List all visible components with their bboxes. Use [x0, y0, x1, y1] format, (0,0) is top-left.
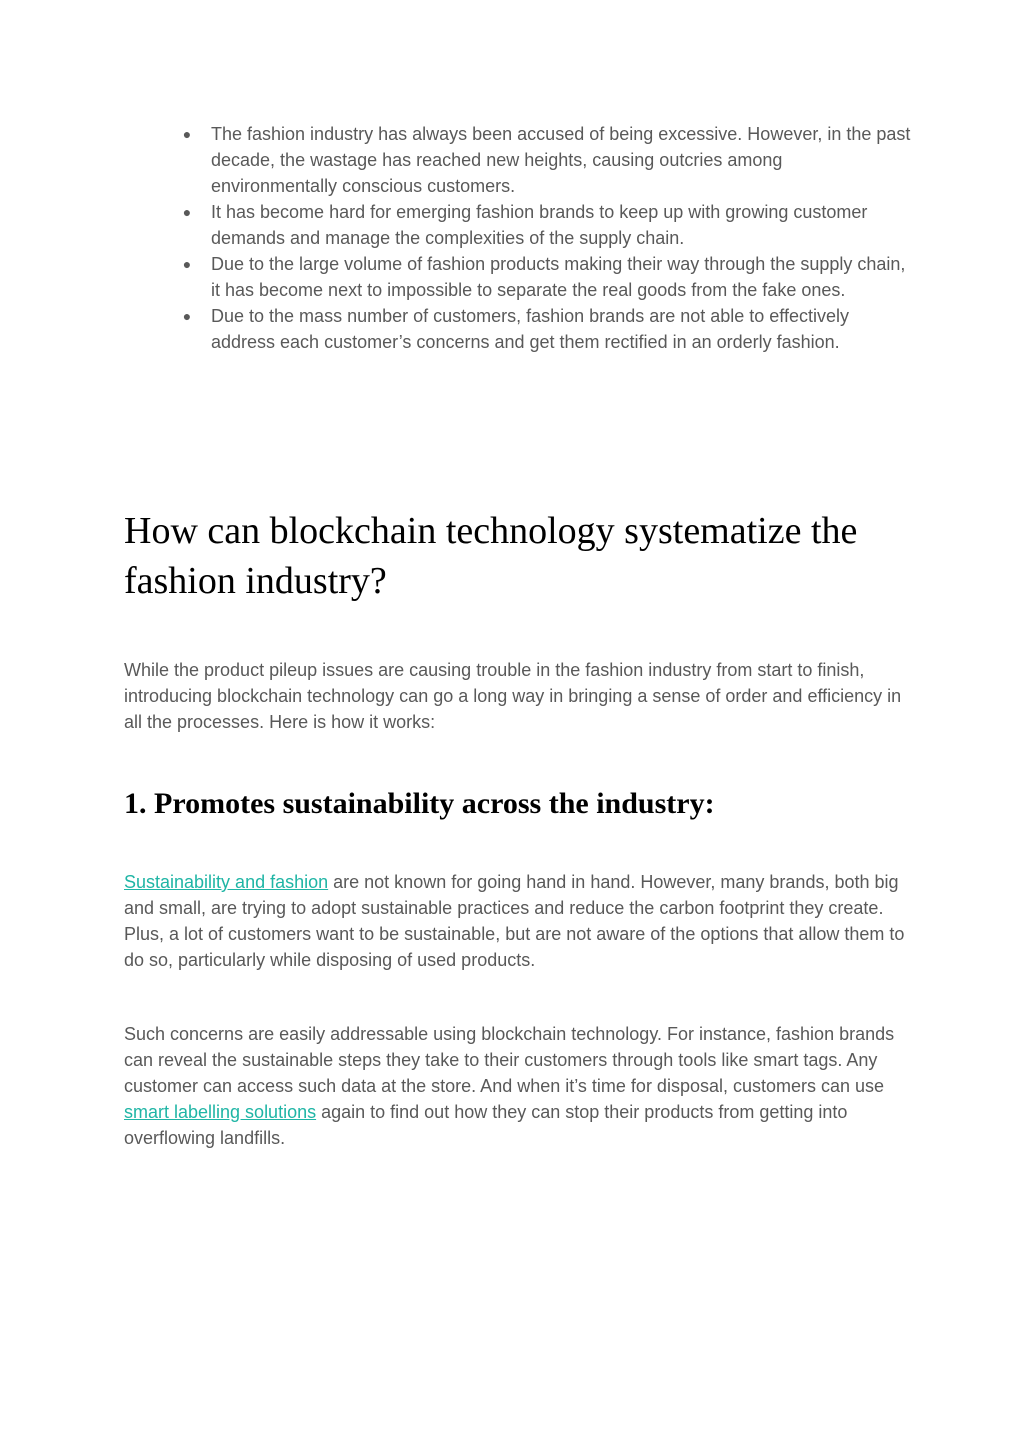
bullet-dot-icon: ● [182, 204, 192, 220]
bullet-text: It has become hard for emerging fashion brands to keep up with growing customer demands and manage the complexities of the supply chain. [211, 202, 868, 248]
bullet-text: Due to the large volume of fashion products making their way through the supply chain, it has become next to impossible to separate the real goods from the fake ones. [211, 254, 906, 300]
bullet-item [181, 303, 911, 355]
bullet-dot-icon: ● [182, 308, 192, 324]
bullet-dot-icon: ● [182, 256, 192, 272]
bullet-text: Due to the mass number of customers, fashion brands are not able to effectively address each customer’s concerns and get them rectified in an orderly fashion. [211, 306, 850, 352]
paragraph-text: Such concerns are easily addressable using blockchain technology. For instance, fashion brands can reveal the sustainable steps they take to their customers through tools like smart tags. Any customer can access such data at the store. And when it’s time for disposal, customers can use [124, 1024, 895, 1096]
issues-bullet-list [181, 121, 911, 355]
bullet-item [181, 121, 911, 199]
smart-labelling-link[interactable]: smart labelling solutions [124, 1102, 317, 1122]
paragraph-text: again to find out how they can stop their products from getting into overflowing landfills. [124, 1102, 848, 1148]
blockchain-paragraph [124, 1021, 914, 1151]
bullet-text: The fashion industry has always been accused of being excessive. However, in the past decade, the wastage has reached new heights, causing outcries among environmentally conscious customers. [211, 124, 911, 196]
intro-paragraph: While the product pileup issues are causing trouble in the fashion industry from start to finish, introducing blockchain technology can go a long way in bringing a sense of order and efficiency in all the processes. Here is how it works: [124, 660, 902, 732]
paragraph-text: are not known for going hand in hand. However, many brands, both big and small, are trying to adopt sustainable practices and reduce the carbon footprint they create. Plus, a lot of customers want to be sustainable, but are not aware of the options that allow them to do so, particularly while disposing of used products. [124, 872, 905, 970]
bullet-item [181, 251, 911, 303]
sustainability-paragraph [124, 869, 914, 973]
bullet-item [181, 199, 911, 251]
sustainability-fashion-link[interactable]: Sustainability and fashion [124, 872, 329, 892]
section-heading: How can blockchain technology systematize the fashion industry? [124, 510, 858, 602]
subsection-title: 1. Promotes sustainability across the industry: [124, 787, 715, 820]
bullet-dot-icon: ● [182, 126, 192, 142]
